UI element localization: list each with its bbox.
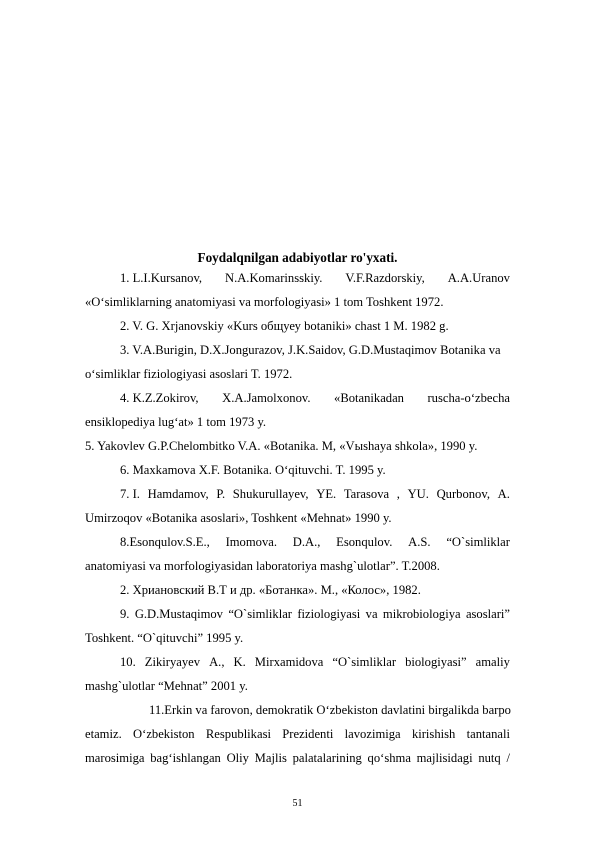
ref-word: YU. <box>407 487 429 501</box>
ref-word: 7. I. <box>120 487 140 501</box>
ref-word: / <box>506 751 510 765</box>
reference-6: 6. Maxkamova X.F. Botanika. O‘qituvchi. T. 1995 y. <box>120 463 386 477</box>
ref-word: “O`simliklar <box>332 655 397 669</box>
ref-word: 9. <box>120 607 130 621</box>
reference-8-line1 <box>120 534 510 550</box>
ref-word: 4. K.Z.Zokirov, <box>120 391 199 405</box>
reference-4-line1 <box>120 390 510 406</box>
reference-3-line1: 3. V.A.Burigin, D.X.Jongurazov, J.K.Saidov, G.D.Mustaqimov Botanika va <box>120 343 501 357</box>
bibliography-heading: Foydalqnilgan adabiyotlar ro'yxati. <box>197 250 398 265</box>
ref-word: bag‘ishlangan <box>150 751 221 765</box>
ref-word: P. <box>216 487 226 501</box>
reference-1-line2: «O‘simliklarning anatomiyasi va morfologiyasi» 1 tom Toshkent 1972. <box>85 295 444 309</box>
page-number: 51 <box>292 798 303 809</box>
ref-word: O‘zbekiston <box>133 727 195 741</box>
reference-1-line1 <box>120 270 510 286</box>
reference-7-line2: Umirzoqov «Botanika asoslari», Toshkent «Mehnat» 1990 y. <box>85 511 392 525</box>
ref-word: “O`simliklar <box>228 607 292 621</box>
reference-11-line2 <box>85 726 510 742</box>
ref-word: Tarasova <box>343 487 390 501</box>
ref-word: YE. <box>316 487 337 501</box>
ref-word: lavozimiga <box>344 727 401 741</box>
ref-word: N.A.Komarinsskiy. <box>224 271 323 285</box>
reference-8-line2: anatomiyasi va morfologiyasidan laboratoriya mashg`ulotlar”. T.2008. <box>85 559 440 573</box>
ref-word: Imomova. <box>225 535 277 549</box>
ref-word: majlisidagi <box>416 751 473 765</box>
ref-word: biologiyasi” <box>405 655 467 669</box>
ref-word: A.S. <box>408 535 431 549</box>
reference-2: 2. V. G. Xrjanovskiy «Kurs общуеу botaniki» chast 1 M. 1982 g. <box>120 319 449 333</box>
ref-word: va <box>365 607 378 621</box>
reference-3-line2: o‘simliklar fiziologiyasi asoslari T. 1972. <box>85 367 293 381</box>
ref-word: fiziologiyasi <box>297 607 361 621</box>
ref-word: Respublikasi <box>205 727 271 741</box>
reference-9-line2: Toshkent. “O`qituvchi” 1995 y. <box>85 631 244 645</box>
ref-word: D.A., <box>292 535 321 549</box>
ref-word: 10. <box>120 655 136 669</box>
ref-word: “O`simliklar <box>446 535 510 549</box>
reference-7-line1 <box>120 486 510 502</box>
reference-10-line2: mashg`ulotlar “Mehnat” 2001 y. <box>85 679 248 693</box>
ref-word: G.D.Mustaqimov <box>134 607 223 621</box>
reference-9-line1 <box>120 606 510 622</box>
ref-word: , <box>396 487 400 501</box>
reference-4-line2: ensiklopediya lug‘at» 1 tom 1973 y. <box>85 415 267 429</box>
reference-11-line1: 11.Erkin va farovon, demokratik O‘zbekiston davlatini birgalikda barpo <box>149 703 511 717</box>
ref-word: tantanali <box>466 727 510 741</box>
ref-word: Zikiryayev <box>144 655 201 669</box>
ref-word: K. <box>233 655 246 669</box>
ref-word: «Botanikadan <box>334 391 404 405</box>
ref-word: A. <box>497 487 510 501</box>
ref-word: A., <box>209 655 225 669</box>
reference-10-line1 <box>120 654 510 670</box>
reference-5: 5. Yakovlev G.P.Chelombitko V.A. «Botanika. M, «Vыshaya shkola», 1990 y. <box>85 439 478 453</box>
ref-word: marosimiga <box>85 751 145 765</box>
ref-word: A.A.Uranov <box>447 271 510 285</box>
ref-word: qo‘shma <box>367 751 411 765</box>
ref-word: etamiz. <box>85 727 122 741</box>
ref-word: ruscha-o‘zbecha <box>427 391 510 405</box>
ref-word: Prezidenti <box>282 727 334 741</box>
ref-word: X.A.Jamolxonov. <box>222 391 311 405</box>
ref-word: palatalarining <box>292 751 362 765</box>
ref-word: mikrobiologiya <box>382 607 461 621</box>
ref-word: Shukurullayev, <box>232 487 309 501</box>
ref-word: kirishish <box>411 727 456 741</box>
reference-11-line3 <box>85 750 510 766</box>
ref-word: V.F.Razdorskiy, <box>345 271 425 285</box>
ref-word: Mirxamidova <box>254 655 324 669</box>
ref-word: 1. L.I.Kursanov, <box>120 271 203 285</box>
ref-word: Esonqulov. <box>336 535 393 549</box>
ref-word: Qurbonov, <box>436 487 490 501</box>
reference-2b: 2. Хриановский В.Т и др. «Ботанка». М., «Колос», 1982. <box>120 583 421 597</box>
ref-word: asoslari” <box>465 607 510 621</box>
ref-word: Majlis <box>254 751 287 765</box>
ref-word: nutq <box>478 751 501 765</box>
ref-word: Hamdamov, <box>147 487 209 501</box>
ref-word: amaliy <box>475 655 510 669</box>
ref-word: Oliy <box>226 751 249 765</box>
ref-word: 8.Esonqulov.S.E., <box>120 535 210 549</box>
